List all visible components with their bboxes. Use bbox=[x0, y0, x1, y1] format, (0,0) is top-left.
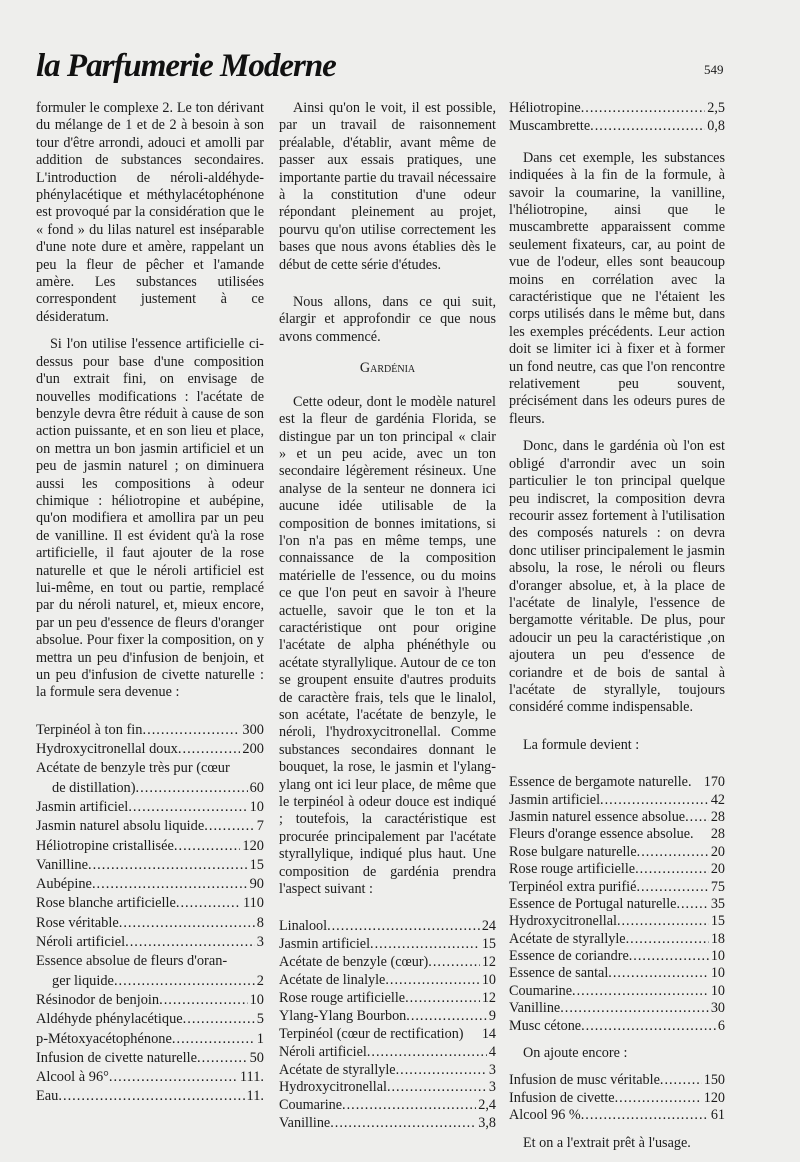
column-2 bbox=[279, 100, 496, 1133]
quantity: 61 bbox=[710, 1107, 725, 1124]
formula-row bbox=[509, 1018, 725, 1035]
formula-row bbox=[36, 895, 264, 914]
ingredient: Jasmin artificiel bbox=[509, 791, 601, 808]
formula-row bbox=[36, 1088, 264, 1107]
ingredient: Vanilline bbox=[509, 1000, 561, 1017]
quantity: 150 bbox=[703, 1072, 725, 1089]
formula-row bbox=[509, 861, 725, 878]
quantity: 111. bbox=[239, 1069, 264, 1086]
paragraph: Donc, dans le gardénia où l'on est obligé d'arrondir avec un soin particulier le ton principal quelque peu indiscret, la composition devra recourir assez fortement à l'utilisation des composés naturels : on devra donc utiliser principalement le jasmin absolu, la rose, le néroli ou fleurs d'oranger absolue, et, à la place de l'acétate de linalyle, l'essence de bergamotte véritable. De plus, pour adoucir un peu la caractéristique ,on ajoutera un peu d'essence de coriandre et de bois de santal à l'acétate de styrallyle, toujours considéré comme indispensable. bbox=[509, 438, 725, 716]
quantity: 170 bbox=[703, 774, 725, 791]
ingredient: Aldéhyde phénylacétique bbox=[36, 1011, 183, 1028]
formula-row bbox=[509, 931, 725, 948]
paragraph: On ajoute encore : bbox=[523, 1045, 628, 1062]
formula-row bbox=[279, 1062, 496, 1080]
ingredient: Essence de santal bbox=[509, 965, 609, 982]
ingredient: Essence de bergamote naturelle. bbox=[509, 774, 692, 791]
formula-row bbox=[36, 1031, 264, 1050]
formula-row bbox=[509, 792, 725, 809]
ingredient: Eau bbox=[36, 1088, 59, 1105]
quantity: 12 bbox=[481, 990, 496, 1007]
formula-row bbox=[36, 1011, 264, 1030]
quantity: 0,8 bbox=[707, 117, 725, 134]
formula-row bbox=[509, 826, 725, 843]
page-number: 549 bbox=[704, 62, 724, 77]
quantity: 15 bbox=[481, 936, 496, 953]
formula-row bbox=[509, 100, 725, 118]
formula-row bbox=[509, 118, 725, 136]
quantity: 50 bbox=[249, 1049, 264, 1066]
quantity: 8 bbox=[256, 914, 264, 931]
formula-row bbox=[36, 818, 264, 837]
quantity: 2 bbox=[256, 972, 264, 989]
formula-row bbox=[36, 1069, 264, 1088]
formula-row bbox=[509, 1000, 725, 1017]
ingredient: Jasmin artificiel bbox=[36, 799, 129, 815]
quantity: 9 bbox=[488, 1007, 496, 1024]
formula-row bbox=[279, 918, 496, 936]
formula-row bbox=[509, 1090, 725, 1107]
formula-row bbox=[36, 722, 264, 741]
quantity: 28 bbox=[710, 808, 725, 825]
ingredient: Essence de coriandre bbox=[509, 948, 629, 965]
ingredient: Hydroxycitronellal bbox=[279, 1079, 387, 1096]
quantity: 90 bbox=[249, 876, 264, 893]
paragraph: Si l'on utilise l'essence artificielle ci-dessus pour base d'une composition d'un extrait fini, on envisage de nouvelles modifications : l'acétate de benzyle devra être réduit à cause de son action puissante, et en son lieu et place, on mettra un bon jasmin artificiel et un peu de jasmin naturel ; on diminuera aussi les compositions à odeur chimique : héliotropine et aubépine, qu'on modifiera et amollira par un peu de vanilline. Il est évident qu'à la rose artificielle, il faut ajouter de la rose naturelle et que le néroli artificiel est lui-même, en tout ou partie, remplacé par du néroli naturel, et, mieux encore, par un peu d'essence de fleurs d'oranger absolue. Pour fixer la composition, on y mettra un peu d'infusion de benjoin, et un peu d'infusion de civette naturelle : la formule sera devenue : bbox=[36, 336, 264, 701]
quantity: 42 bbox=[710, 791, 725, 808]
column-1 bbox=[36, 100, 264, 1108]
formula-row bbox=[509, 965, 725, 982]
formula-row bbox=[279, 972, 496, 990]
ingredient: Résinodor de benjoin bbox=[36, 991, 160, 1008]
ingredient: Terpinéol (cœur de rectification) bbox=[279, 1025, 464, 1042]
quantity: 20 bbox=[710, 843, 725, 860]
ingredient: Ylang-Ylang Bourbon bbox=[279, 1007, 407, 1024]
quantity: 12 bbox=[481, 954, 496, 971]
formula-row bbox=[279, 936, 496, 954]
formula-row bbox=[279, 1008, 496, 1026]
quantity: 3 bbox=[488, 1079, 496, 1096]
paragraph: formuler le complexe 2. Le ton dérivant du mélange de 1 et de 2 à besoin à son tour d'être arrondi, adouci et amolli par addition de substances secondaires. L'introduction de néroli-aldéhyde-phénylacétique et méthylacétophénone est provoqué par la considération que le « fond » du lilas naturel est inséparable d'une note dure et amère, rappelant un peu la fleur de pêcher et l'amande amère. Les substances utilisées correspondent justement à ce désideratum. bbox=[36, 100, 264, 325]
ingredient: Vanilline bbox=[279, 1115, 331, 1132]
column-3 bbox=[509, 100, 725, 1162]
quantity: 10 bbox=[249, 991, 264, 1008]
formula-row bbox=[36, 857, 264, 876]
paragraph: Ainsi qu'on le voit, il est possible, par un travail de raisonnement préalable, d'établir, avant même de passer aux essais pratiques, une importante partie du travail nécessaire à la constitution d'une odeur répondant pleinement au projet, pourvu qu'on utilise correctement les bases que nous avons établies dès le début de cette série d'études. bbox=[279, 100, 496, 273]
ingredient: Néroli artificiel bbox=[279, 1043, 367, 1060]
paragraph: Cette odeur, dont le modèle naturel est la fleur de gardénia Florida, se distingue par un ton principal « clair » et un peu acide, avec un ton secondaire légèrement résineux. Une analyse de la senteur ne donnera ici aucune idée utilisable de la composition de bonnes imitations, si l'on n'a pas en même temps, une connaissance de la composition matérielle de l'essence, ou du moins ce que l'on peut en savoir à l'heure actuelle, savoir que le ton et la caractéristique ont pour origine l'acétate de alpha phénéthyle ou acétate styrallylique. Autour de ce ton se groupent ensuite d'autres produits de caractère frais, tels que le linalol, son acétate, l'acétate de benzyle, le néroli, l'hydroxycitronellal. Comme substances secondaires donnant le bouquet, la rose, le jasmin et l'ylang-ylang ont ici leur place, de même que le terpinéol à odeur douce est indiqué ; toutefois, la caractéristique est procurée principalement par l'acétate styrallylique, indiqué plus haut. Une composition de gardénia prendra l'aspect suivant : bbox=[279, 393, 496, 898]
section-heading: Gardénia bbox=[359, 360, 416, 377]
ingredient: Acétate de styrallyle bbox=[509, 930, 626, 947]
quantity: 4 bbox=[488, 1043, 496, 1060]
ingredient: Alcool 96 % bbox=[509, 1107, 581, 1124]
ingredient: Jasmin naturel absolu liquide bbox=[36, 818, 205, 835]
ingredient: Héliotropine cristallisée bbox=[36, 837, 174, 854]
formula-row bbox=[509, 809, 725, 826]
formula-row bbox=[36, 838, 264, 857]
formula-row bbox=[509, 774, 725, 791]
ingredient: Coumarine bbox=[509, 982, 573, 999]
quantity: 7 bbox=[256, 818, 264, 835]
ingredient: de distillation) bbox=[52, 779, 136, 796]
quantity: 35 bbox=[710, 895, 725, 912]
quantity: 24 bbox=[481, 918, 496, 935]
formula-row bbox=[509, 913, 725, 930]
ingredient: Alcool à 96° bbox=[36, 1069, 109, 1086]
paragraph: Dans cet exemple, les substances indiquées à la fin de la formule, à savoir la coumarine, la vanilline, l'héliotropine, ainsi que le muscambrette apparaissent comme seulement fixateurs, car, au point de vue de l'odeur, elles sont beaucoup moins en corrélation avec la caractéristique que ne l'étaient les corps utilisés dans le même but, dans les exemples précédents. Leur action doit se limiter ici à fixer et à former un fond neutre, cas que l'on rencontre relativement peu souvent, précisément dans les odeurs pures de fleurs. bbox=[509, 149, 725, 427]
ingredient: Rose rouge artificielle bbox=[509, 861, 636, 878]
quantity: 1 bbox=[256, 1030, 264, 1047]
ingredient: Infusion de civette bbox=[509, 1089, 615, 1106]
quantity: 3 bbox=[488, 1061, 496, 1078]
ingredient: Muscambrette bbox=[509, 117, 591, 134]
quantity: 10 bbox=[481, 972, 496, 989]
ingredient: Rose blanche artificielle bbox=[36, 895, 176, 912]
formula-row bbox=[36, 780, 264, 799]
ingredient: Essence absolue de fleurs d'oran- bbox=[36, 953, 228, 970]
ingredient: Musc cétone bbox=[509, 1017, 582, 1034]
paragraph: La formule devient : bbox=[523, 736, 640, 753]
formula-row bbox=[279, 954, 496, 972]
quantity: 2,4 bbox=[478, 1097, 496, 1114]
quantity: 10 bbox=[710, 982, 725, 999]
quantity: 15 bbox=[710, 913, 725, 930]
formula-row bbox=[279, 990, 496, 1008]
ingredient: Infusion de musc véritable bbox=[509, 1072, 660, 1089]
formula-row bbox=[509, 1107, 725, 1124]
ingredient: Rose rouge artificielle bbox=[279, 990, 406, 1007]
quantity: 3,8 bbox=[478, 1115, 496, 1132]
formula-row bbox=[509, 948, 725, 965]
formula-row bbox=[279, 1097, 496, 1115]
ingredient: Terpinéol extra purifié bbox=[509, 878, 637, 895]
quantity: 5 bbox=[256, 1011, 264, 1028]
quantity: 14 bbox=[481, 1025, 496, 1042]
ingredient: Héliotropine bbox=[509, 100, 581, 116]
ingredient: Acétate de styrallyle bbox=[279, 1061, 396, 1078]
ingredient: Rose véritable bbox=[36, 914, 119, 931]
formula-additions bbox=[509, 1072, 725, 1124]
ingredient: Vanilline bbox=[36, 856, 88, 873]
formula-gardenia-final bbox=[509, 774, 725, 1035]
formula-row bbox=[509, 879, 725, 896]
quantity: 30 bbox=[710, 1000, 725, 1017]
ingredient: Terpinéol à ton fin bbox=[36, 721, 143, 738]
ingredient: Linalool bbox=[279, 918, 328, 935]
formula-row bbox=[36, 973, 264, 992]
quantity: 300 bbox=[242, 721, 264, 738]
quantity: 10 bbox=[710, 965, 725, 982]
ingredient: Acétate de linalyle bbox=[279, 972, 386, 989]
ingredient: Aubépine bbox=[36, 876, 92, 893]
ingredient: Acétate de benzyle (cœur) bbox=[279, 954, 429, 971]
paragraph: Nous allons, dans ce qui suit, élargir et approfondir ce que nous avons commencé. bbox=[279, 294, 496, 345]
quantity: 28 bbox=[710, 826, 725, 843]
formula-row bbox=[36, 992, 264, 1011]
ingredient: Infusion de civette naturelle bbox=[36, 1049, 198, 1066]
quantity: 110 bbox=[242, 895, 264, 912]
formula-row bbox=[36, 934, 264, 953]
formula-row bbox=[279, 1115, 496, 1133]
formula-row bbox=[509, 1072, 725, 1089]
paragraph: Et on a l'extrait prêt à l'usage. bbox=[523, 1134, 691, 1151]
quantity: 120 bbox=[703, 1089, 725, 1106]
ingredient: Jasmin naturel essence absolue bbox=[509, 808, 686, 825]
ingredient: p-Métoxyacétophénone bbox=[36, 1030, 172, 1047]
ingredient: Essence de Portugal naturelle bbox=[509, 895, 677, 912]
ingredient: Acétate de benzyle très pur (cœur bbox=[36, 760, 230, 777]
ingredient: ger liquide bbox=[52, 972, 114, 989]
formula-row bbox=[36, 953, 264, 972]
quantity: 18 bbox=[710, 930, 725, 947]
formula-row bbox=[36, 741, 264, 760]
quantity: 200 bbox=[242, 741, 264, 758]
ingredient: Néroli artificiel bbox=[36, 934, 126, 951]
ingredient: Fleurs d'orange essence absolue. bbox=[509, 826, 694, 843]
formula-row bbox=[509, 896, 725, 913]
quantity: 15 bbox=[249, 856, 264, 873]
ingredient: Coumarine bbox=[279, 1097, 343, 1114]
quantity: 11. bbox=[246, 1088, 264, 1105]
quantity: 10 bbox=[249, 799, 264, 815]
formula-row bbox=[279, 1079, 496, 1097]
quantity: 60 bbox=[249, 779, 264, 796]
formula-row bbox=[279, 1026, 496, 1044]
quantity: 10 bbox=[710, 948, 725, 965]
masthead: la Parfumerie Moderne bbox=[36, 48, 336, 84]
formula-lilas bbox=[36, 722, 264, 1108]
formula-gardenia-end bbox=[509, 100, 725, 136]
formula-row bbox=[36, 915, 264, 934]
ingredient: Hydroxycitronellal bbox=[509, 913, 617, 930]
quantity: 75 bbox=[710, 878, 725, 895]
ingredient: Hydroxycitronellal doux bbox=[36, 741, 178, 758]
ingredient: Jasmin artificiel bbox=[279, 936, 371, 953]
formula-row bbox=[36, 799, 264, 818]
formula-row bbox=[36, 760, 264, 779]
formula-row bbox=[36, 1050, 264, 1069]
quantity: 120 bbox=[242, 837, 264, 854]
formula-row bbox=[509, 983, 725, 1000]
quantity: 2,5 bbox=[707, 100, 725, 116]
quantity: 3 bbox=[256, 934, 264, 951]
formula-row bbox=[509, 844, 725, 861]
quantity: 6 bbox=[717, 1017, 725, 1034]
formula-row bbox=[36, 876, 264, 895]
formula-gardenia bbox=[279, 918, 496, 1133]
ingredient: Rose bulgare naturelle bbox=[509, 843, 637, 860]
quantity: 20 bbox=[710, 861, 725, 878]
